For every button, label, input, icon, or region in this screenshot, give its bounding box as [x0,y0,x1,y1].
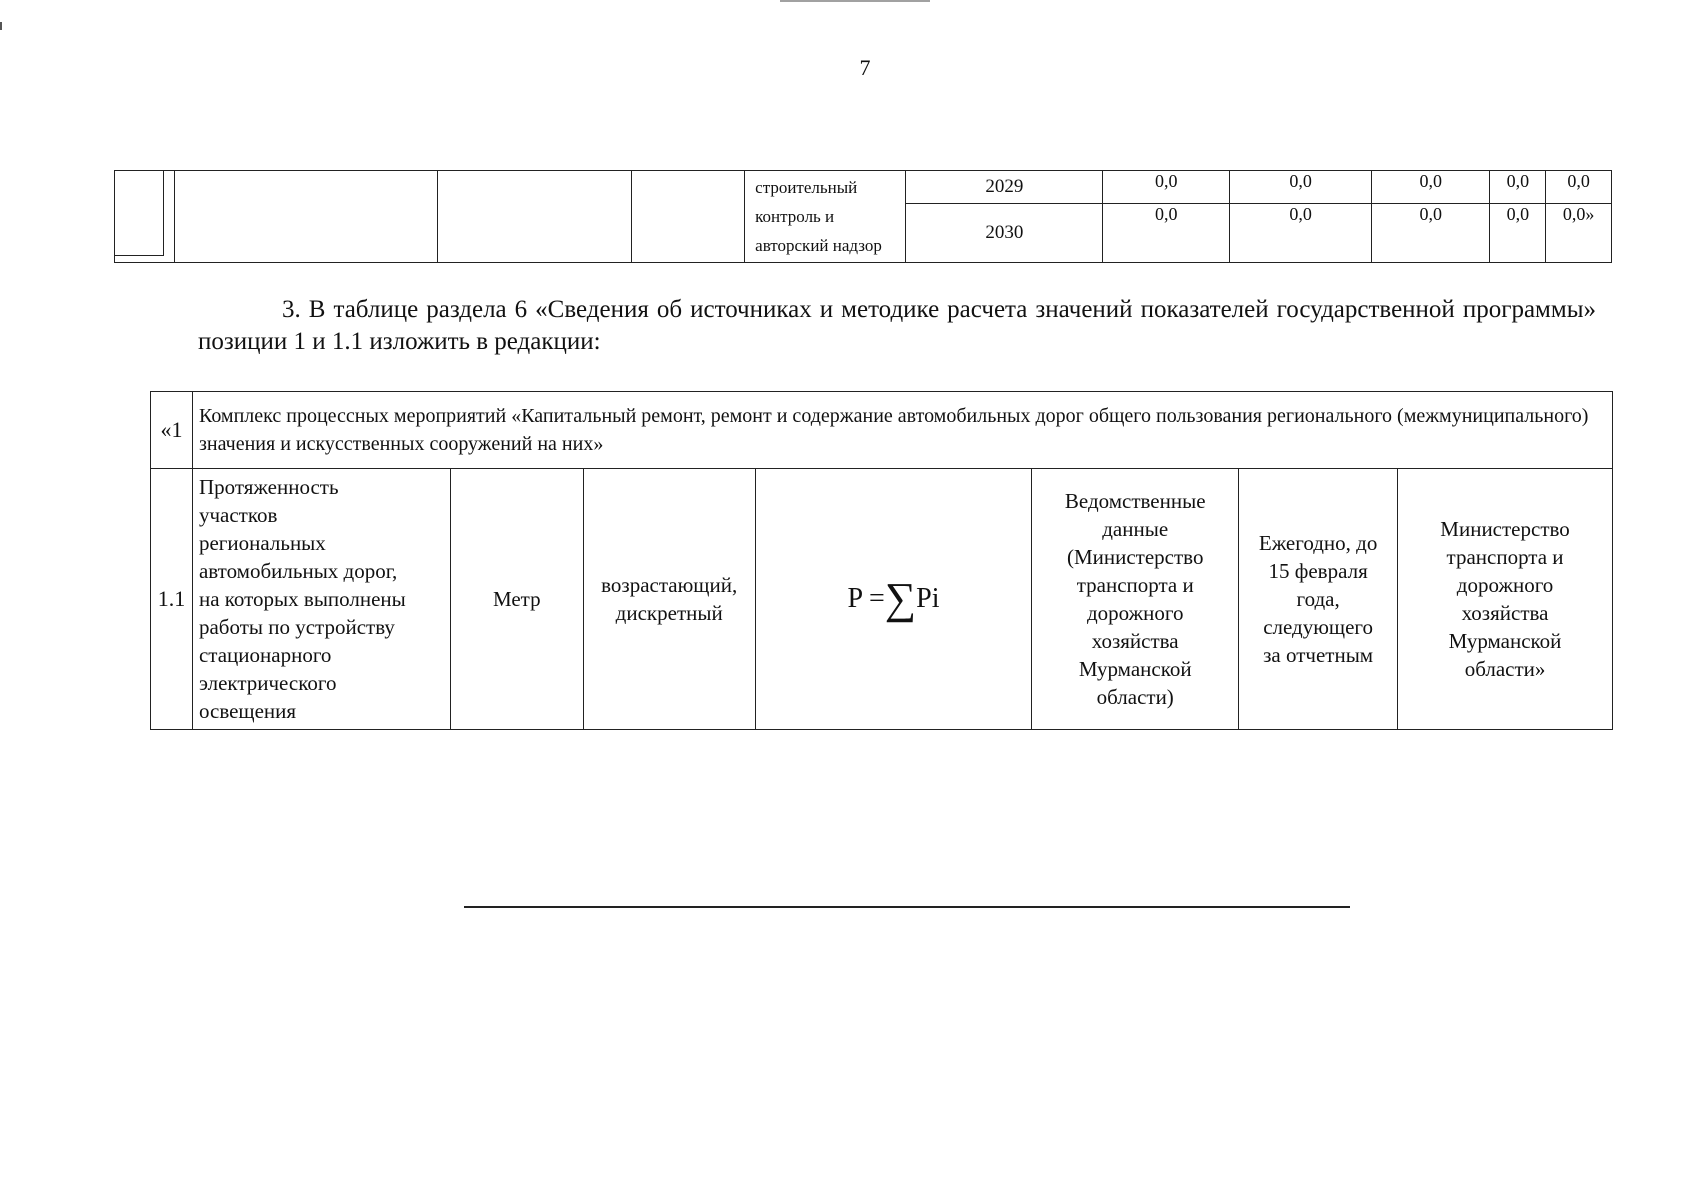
year-cell: 2030 [906,204,1103,263]
value-cell: 0,0 [1230,204,1372,263]
activity-name-cell [745,171,906,263]
responsible-line: хозяйства [1461,601,1549,625]
source-line: области) [1096,685,1174,709]
continuation-table [114,170,1612,263]
responsible-line: дорожного [1456,573,1554,597]
timing-cell [1239,469,1398,730]
value-cell: 0,0 [1230,171,1372,204]
empty-cell [632,171,745,263]
indicator-line: региональных [198,531,326,555]
source-line: данные [1102,517,1169,541]
value-cell: 0,0 [1372,204,1490,263]
value-cell: 0,0 [1546,171,1612,204]
responsible-cell [1398,469,1613,730]
dynamics-line: возрастающий, [601,573,738,597]
indicator-line: стационарного [198,643,332,667]
source-cell [1032,469,1239,730]
value-cell: 0,0 [1103,171,1230,204]
indicator-line: освещения [198,699,297,723]
row-index: 1.1 [151,469,193,730]
dynamics-cell [583,469,755,730]
responsible-line: транспорта и [1446,545,1564,569]
value-cell: 0,0 [1103,204,1230,263]
table-row [151,469,1613,730]
timing-line: года, [1296,587,1340,611]
section-title: Комплекс процессных мероприятий «Капитальный ремонт, ремонт и содержание автомобильных дорог общего пользования регионального (межмуниципального) значения и искусственных сооружений на них» [192,392,1612,469]
responsible-line: Министерство [1440,517,1570,541]
indicator-line: Протяженность [198,475,339,499]
table-row [115,171,1612,204]
dynamics-line: дискретный [615,601,723,625]
end-of-amendment-rule [464,906,1350,908]
empty-cell [175,171,437,263]
source-line: дорожного [1086,601,1184,625]
source-line: (Министерство [1066,545,1204,569]
source-line: хозяйства [1091,629,1179,653]
source-line: Мурманской [1078,657,1192,681]
indicator-line: работы по устройству [198,615,395,639]
activity-line: строительный [755,178,858,197]
year-cell: 2029 [906,171,1103,204]
responsible-line: области» [1464,657,1546,681]
timing-line: следующего [1263,615,1374,639]
margin-mark [0,22,2,30]
indicators-table [150,391,1613,730]
empty-cell [437,171,632,263]
indicator-line: на которых выполнены [198,587,406,611]
activity-line: контроль и [755,207,835,226]
empty-cell [115,171,175,263]
page-number: 7 [859,55,871,80]
formula-cell [755,469,1032,730]
timing-line: за отчетным [1263,643,1374,667]
timing-line: Ежегодно, до [1258,531,1378,555]
paragraph-text: 3. В таблице раздела 6 «Сведения об источниках и методике расчета значений показателей государственной программы» позиции 1 и 1.1 изложить в редакции: [198,296,1596,355]
responsible-line: Мурманской [1448,629,1562,653]
sigma-symbol: ∑ [884,573,917,623]
unit-cell: Метр [450,469,583,730]
indicator-line: автомобильных дорог, [198,559,398,583]
indicator-name-cell [192,469,450,730]
section-index: «1 [151,392,193,469]
value-cell: 0,0 [1490,171,1546,204]
indicator-line: участков [198,503,278,527]
activity-line: авторский надзор [755,236,882,255]
source-line: Ведомственные [1064,489,1206,513]
indicator-line: электрического [198,671,337,695]
formula [847,573,940,623]
formula-right: Pi [916,582,940,614]
value-cell: 0,0 [1490,204,1546,263]
instruction-paragraph [198,294,1596,358]
section-row [151,392,1613,469]
top-edge-rule [780,0,930,2]
source-line: транспорта и [1076,573,1194,597]
value-cell: 0,0 [1372,171,1490,204]
value-cell: 0,0» [1546,204,1612,263]
formula-left: P = [847,582,885,614]
timing-line: 15 февраля [1268,559,1368,583]
index-box [114,170,164,256]
